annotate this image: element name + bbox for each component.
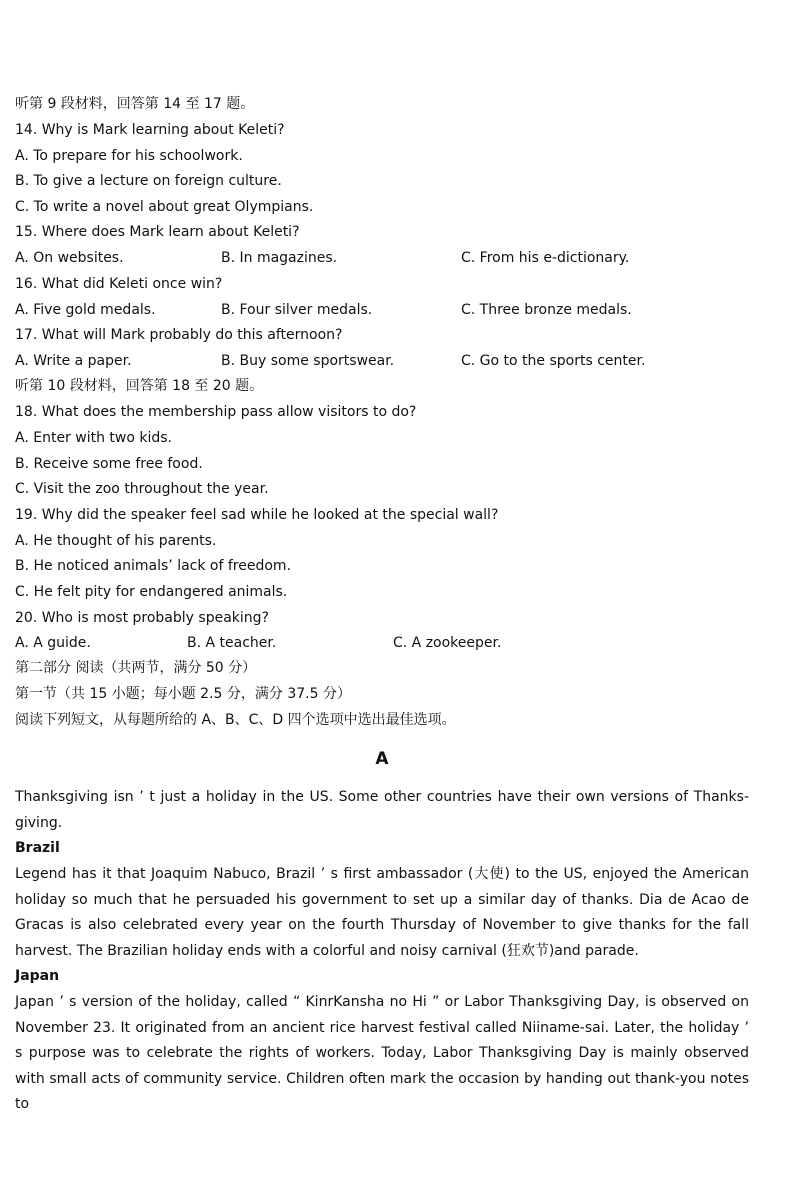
q18-option-c: C. Visit the zoo throughout the year. xyxy=(15,481,269,497)
q19-option-b: B. He noticed animals’ lack of freedom. xyxy=(15,558,292,574)
reading-part-title: 第二部分 阅读（共两节，满分 50 分） xyxy=(15,660,257,676)
section-10-header: 听第 10 段材料，回答第 18 至 20 题。 xyxy=(15,378,264,394)
q14-option-a: A. To prepare for his schoolwork. xyxy=(15,148,243,164)
japan-heading: Japan xyxy=(15,968,60,984)
reading-instruction: 阅读下列短文，从每题所给的 A、B、C、D 四个选项中选出最佳选项。 xyxy=(15,712,456,728)
section-9-header: 听第 9 段材料，回答第 14 至 17 题。 xyxy=(15,96,255,112)
q17-option-b: B. Buy some sportswear. xyxy=(221,353,395,369)
q14-option-b: B. To give a lecture on foreign culture. xyxy=(15,173,282,189)
question-20: 20. Who is most probably speaking? xyxy=(15,610,269,626)
brazil-paragraph: Legend has it that Joaquim Nabuco, Brazil ’ s first ambassador (大使) to the US, enjoyed the American holiday so much that he persuaded his government to set up a similar day of thanks. Dia de Acao de Gracas is also celebrated every year on the fourth Thursday of November to give thanks for the fall harvest. The Brazilian holiday ends with a colorful and noisy carnival (狂欢节)and parade. xyxy=(15,866,749,959)
passage-label: A xyxy=(375,749,389,769)
question-15: 15. Where does Mark learn about Keleti? xyxy=(15,224,300,240)
q16-option-b: B. Four silver medals. xyxy=(221,302,373,318)
question-18: 18. What does the membership pass allow visitors to do? xyxy=(15,404,417,420)
q19-option-a: A. He thought of his parents. xyxy=(15,533,217,549)
q17-option-a: A. Write a paper. xyxy=(15,353,132,369)
q19-option-c: C. He felt pity for endangered animals. xyxy=(15,584,288,600)
passage-intro: Thanksgiving isn ’ t just a holiday in the US. Some other countries have their own versions of Thanks-giving. xyxy=(15,789,749,831)
q20-option-c: C. A zookeeper. xyxy=(393,635,502,651)
q20-option-a: A. A guide. xyxy=(15,635,91,651)
question-16: 16. What did Keleti once win? xyxy=(15,276,223,292)
q15-option-b: B. In magazines. xyxy=(221,250,338,266)
q14-option-c: C. To write a novel about great Olympians. xyxy=(15,199,314,215)
q15-option-a: A. On websites. xyxy=(15,250,124,266)
q17-option-c: C. Go to the sports center. xyxy=(461,353,646,369)
reading-section-title: 第一节（共 15 小题；每小题 2.5 分，满分 37.5 分） xyxy=(15,686,351,702)
q18-option-b: B. Receive some free food. xyxy=(15,456,203,472)
q16-option-a: A. Five gold medals. xyxy=(15,302,156,318)
q20-option-b: B. A teacher. xyxy=(187,635,277,651)
japan-paragraph: Japan ’ s version of the holiday, called “ KinrKansha no Hi ” or Labor Thanksgiving Day, is observed on November 23. It originated from an ancient rice harvest festival called Niiname-sai. Later, the holiday ’ s purpose was to celebrate the rights of workers. Today, Labor Thanksgiving Day is mainly observed with small acts of community service. Children often mark the occasion by handing out thank-you notes to xyxy=(15,994,749,1113)
q18-option-a: A. Enter with two kids. xyxy=(15,430,172,446)
question-17: 17. What will Mark probably do this afternoon? xyxy=(15,327,343,343)
question-19: 19. Why did the speaker feel sad while he looked at the special wall? xyxy=(15,507,499,523)
question-14: 14. Why is Mark learning about Keleti? xyxy=(15,122,285,138)
brazil-heading: Brazil xyxy=(15,840,60,856)
q16-option-c: C. Three bronze medals. xyxy=(461,302,632,318)
q15-option-c: C. From his e-dictionary. xyxy=(461,250,630,266)
